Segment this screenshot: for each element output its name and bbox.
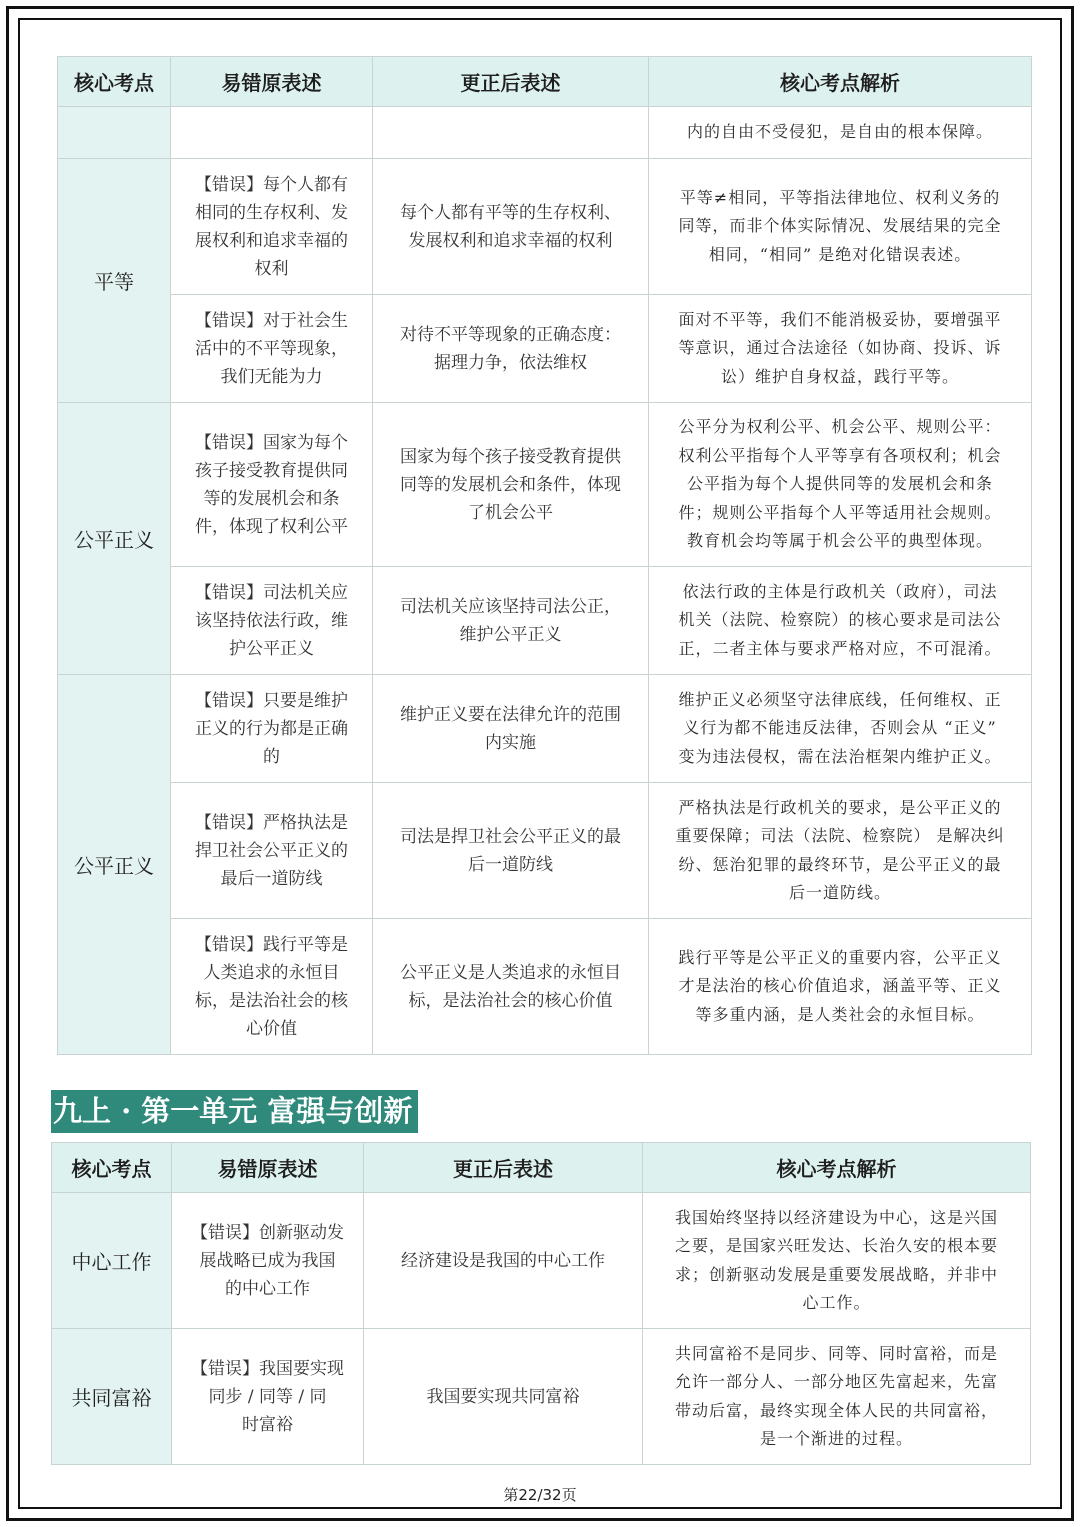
cell-line: 发展权利和追求幸福的权利 (408, 230, 613, 251)
cell-line: 捍卫社会公平正义的 (195, 840, 348, 861)
cell-line: 据理力争，依法维权 (434, 352, 587, 373)
cell-line: 标，是法治社会的核心价值 (408, 990, 613, 1011)
header-topic: 核心考点 (52, 1143, 172, 1193)
cell-line: 等的发展机会和条 (203, 488, 340, 509)
cell-line: 后一道防线。 (788, 883, 891, 902)
cell-line: 我国始终坚持以经济建设为中心，这是兴国 (674, 1207, 998, 1227)
cell-line: 允许一部分人、一部分地区先富起来，先富 (674, 1372, 998, 1391)
table-row (52, 1193, 1031, 1329)
cell-line: 严格执法是行政机关的要求，是公平正义的 (678, 797, 1002, 817)
header-fixed: 更正后表述 (373, 57, 649, 107)
cell-line: 内的自由不受侵犯，是自由的根本保障。 (686, 122, 993, 142)
topic-cell-justice: 公平正义 (58, 403, 171, 675)
table-row (58, 675, 1032, 783)
analysis-cell (649, 295, 1032, 403)
analysis-cell (643, 1193, 1031, 1329)
cell-line: 等多重内涵，是人类社会的永恒目标。 (695, 1004, 985, 1024)
cell-line: 机关（法院、检察院）的核心要求是司法公 (678, 610, 1002, 630)
fixed-cell (373, 919, 649, 1055)
cell-line: 我国要实现共同富裕 (426, 1386, 580, 1407)
analysis-cell (649, 403, 1032, 567)
cell-line: 求；创新驱动发展是重要发展战略，并非中 (674, 1264, 998, 1284)
cell-line: 相同，“相同” 是绝对化错误表述。 (708, 244, 972, 264)
cell-line: 等意识，通过合法途径（如协商、投诉、诉 (678, 338, 1002, 358)
table-row (58, 567, 1032, 675)
table-row (58, 919, 1032, 1055)
analysis-cell (649, 675, 1032, 783)
cell-line: 标，是法治社会的核 (195, 990, 348, 1011)
table-header-row (58, 57, 1032, 107)
header-topic: 核心考点 (58, 57, 171, 107)
analysis-cell (649, 159, 1032, 295)
wrong-cell (171, 783, 373, 919)
cell-line: 该坚持依法行政，维 (195, 610, 348, 631)
cell-line: 的 (263, 746, 280, 767)
cell-line: 权利公平指每个人平等享有各项权利；机会 (678, 445, 1002, 465)
cell-line: 【错误】每个人都有 (195, 174, 348, 195)
cell-line: 司法机关应该坚持司法公正， (400, 596, 621, 617)
unit-title: 九上 · 第一单元 富强与创新 (51, 1090, 418, 1133)
header-fixed: 更正后表述 (364, 1143, 643, 1193)
cell-line: 护公平正义 (229, 638, 314, 659)
fixed-cell (364, 1193, 643, 1329)
header-analysis: 核心考点解析 (643, 1143, 1031, 1193)
cell-line: 心价值 (246, 1018, 297, 1039)
wrong-cell (171, 295, 373, 403)
cell-line: 对待不平等现象的正确态度： (400, 324, 621, 345)
fixed-cell (373, 567, 649, 675)
cell-line: 讼）维护自身权益，践行平等。 (720, 366, 959, 386)
cell-line: 践行平等是公平正义的重要内容，公平正义 (678, 947, 1002, 967)
cell-line: 时富裕 (242, 1414, 293, 1435)
cell-line: 【错误】严格执法是 (195, 812, 348, 833)
cell-line: 的中心工作 (225, 1278, 310, 1299)
topic-cell-empty (58, 107, 171, 159)
cell-line: 心工作。 (802, 1293, 871, 1312)
cell-line: 公平指为每个人提供同等的发展机会和条 (686, 474, 993, 494)
cell-line: 依法行政的主体是行政机关（政府），司法 (682, 581, 998, 601)
wrong-cell (171, 567, 373, 675)
table-row (58, 783, 1032, 919)
fixed-cell (373, 159, 649, 295)
cell-line: 展权利和追求幸福的 (195, 230, 348, 251)
cell-line: 同步 / 同等 / 同 (208, 1386, 327, 1407)
cell-line: 面对不平等，我们不能消极妥协，要增强平 (678, 309, 1002, 329)
table-continuation (57, 56, 1032, 1055)
cell-line: 才是法治的核心价值追求，涵盖平等、正义 (678, 976, 1002, 996)
cell-line: 人类追求的永恒目 (203, 962, 340, 983)
wrong-cell (172, 1193, 364, 1329)
wrong-cell (172, 1329, 364, 1465)
cell-line: 正义的行为都是正确 (195, 718, 348, 739)
cell-line: 公平正义是人类追求的永恒目 (400, 962, 621, 983)
analysis-cell (649, 107, 1032, 159)
fixed-cell (373, 295, 649, 403)
page-number: 第22/32页 (503, 1486, 577, 1504)
cell-line: 重要保障；司法（法院、检察院） 是解决纠 (675, 826, 1005, 845)
fixed-cell (373, 107, 649, 159)
cell-line: 带动后富，最终实现全体人民的共同富裕， (674, 1400, 998, 1420)
wrong-cell (171, 403, 373, 567)
cell-line: 维护公平正义 (459, 624, 562, 645)
cell-line: 平等≠相同，平等指法律地位、权利义务的 (679, 187, 1001, 207)
cell-line: 【错误】我国要实现 (191, 1358, 344, 1379)
table-row (58, 403, 1032, 567)
topic-cell-justice-repeat: 公平正义 (58, 675, 171, 1055)
analysis-cell (649, 567, 1032, 675)
cell-line: 公平分为权利公平、机会公平、规则公平： (678, 417, 1002, 437)
header-wrong: 易错原表述 (172, 1143, 364, 1193)
fixed-cell (364, 1329, 643, 1465)
cell-line: 相同的生存权利、发 (195, 202, 348, 223)
cell-line: 维护正义必须坚守法律底线，任何维权、正 (678, 689, 1002, 709)
wrong-cell (171, 159, 373, 295)
cell-line: 正，二者主体与要求严格对应，不可混淆。 (678, 638, 1002, 658)
cell-line: 【错误】创新驱动发 (191, 1222, 344, 1243)
table-row (52, 1329, 1031, 1465)
fixed-cell (373, 675, 649, 783)
table-row (58, 295, 1032, 403)
table-unit-one (51, 1142, 1031, 1465)
analysis-cell (649, 783, 1032, 919)
cell-line: 变为违法侵权，需在法治框架内维护正义。 (678, 746, 1002, 766)
cell-line: 之要，是国家兴旺发达、长治久安的根本要 (674, 1236, 998, 1255)
cell-line: 【错误】国家为每个 (195, 432, 348, 453)
cell-line: 件，体现了权利公平 (195, 516, 348, 537)
cell-line: 权利 (254, 258, 289, 279)
wrong-cell (171, 919, 373, 1055)
table-row (58, 107, 1032, 159)
cell-line: 【错误】只要是维护 (195, 690, 348, 711)
header-analysis: 核心考点解析 (649, 57, 1032, 107)
cell-line: 最后一道防线 (220, 868, 323, 889)
fixed-cell (373, 783, 649, 919)
cell-line: 是一个渐进的过程。 (759, 1429, 913, 1448)
wrong-cell (171, 107, 373, 159)
fixed-cell (373, 403, 649, 567)
cell-line: 展战略已成为我国 (199, 1250, 336, 1271)
cell-line: 孩子接受教育提供同 (195, 460, 348, 481)
cell-line: 每个人都有平等的生存权利、 (400, 202, 621, 223)
cell-line: 司法是捍卫社会公平正义的最 (400, 826, 621, 847)
cell-line: 【错误】践行平等是 (195, 934, 348, 955)
wrong-cell (171, 675, 373, 783)
topic-cell-central-task: 中心工作 (52, 1193, 172, 1329)
cell-line: 义行为都不能违反法律，否则会从 “正义” (683, 718, 997, 738)
cell-line: 经济建设是我国的中心工作 (401, 1250, 605, 1271)
cell-line: 共同富裕不是同步、同等、同时富裕，而是 (674, 1343, 998, 1363)
topic-cell-common-prosperity: 共同富裕 (52, 1329, 172, 1465)
cell-line: 后一道防线 (468, 854, 553, 875)
cell-line: 件；规则公平指每个人平等适用社会规则。 (678, 502, 1002, 522)
cell-line: 维护正义要在法律允许的范围 (400, 704, 621, 725)
cell-line: 教育机会均等属于机会公平的典型体现。 (686, 531, 993, 551)
cell-line: 了机会公平 (468, 502, 553, 523)
topic-cell-equality: 平等 (58, 159, 171, 403)
analysis-cell (649, 919, 1032, 1055)
cell-line: 活中的不平等现象， (195, 338, 348, 359)
table-row (58, 159, 1032, 295)
cell-line: 同等，而非个体实际情况、发展结果的完全 (678, 216, 1002, 236)
cell-line: 我们无能为力 (220, 366, 323, 387)
table-header-row (52, 1143, 1031, 1193)
cell-line: 纷、惩治犯罪的最终环节，是公平正义的最 (678, 854, 1002, 874)
cell-line: 国家为每个孩子接受教育提供 (400, 446, 621, 467)
cell-line: 【错误】司法机关应 (195, 582, 348, 603)
header-wrong: 易错原表述 (171, 57, 373, 107)
cell-line: 同等的发展机会和条件，体现 (400, 474, 621, 495)
cell-line: 【错误】对于社会生 (195, 310, 348, 331)
analysis-cell (643, 1329, 1031, 1465)
cell-line: 内实施 (485, 732, 536, 753)
